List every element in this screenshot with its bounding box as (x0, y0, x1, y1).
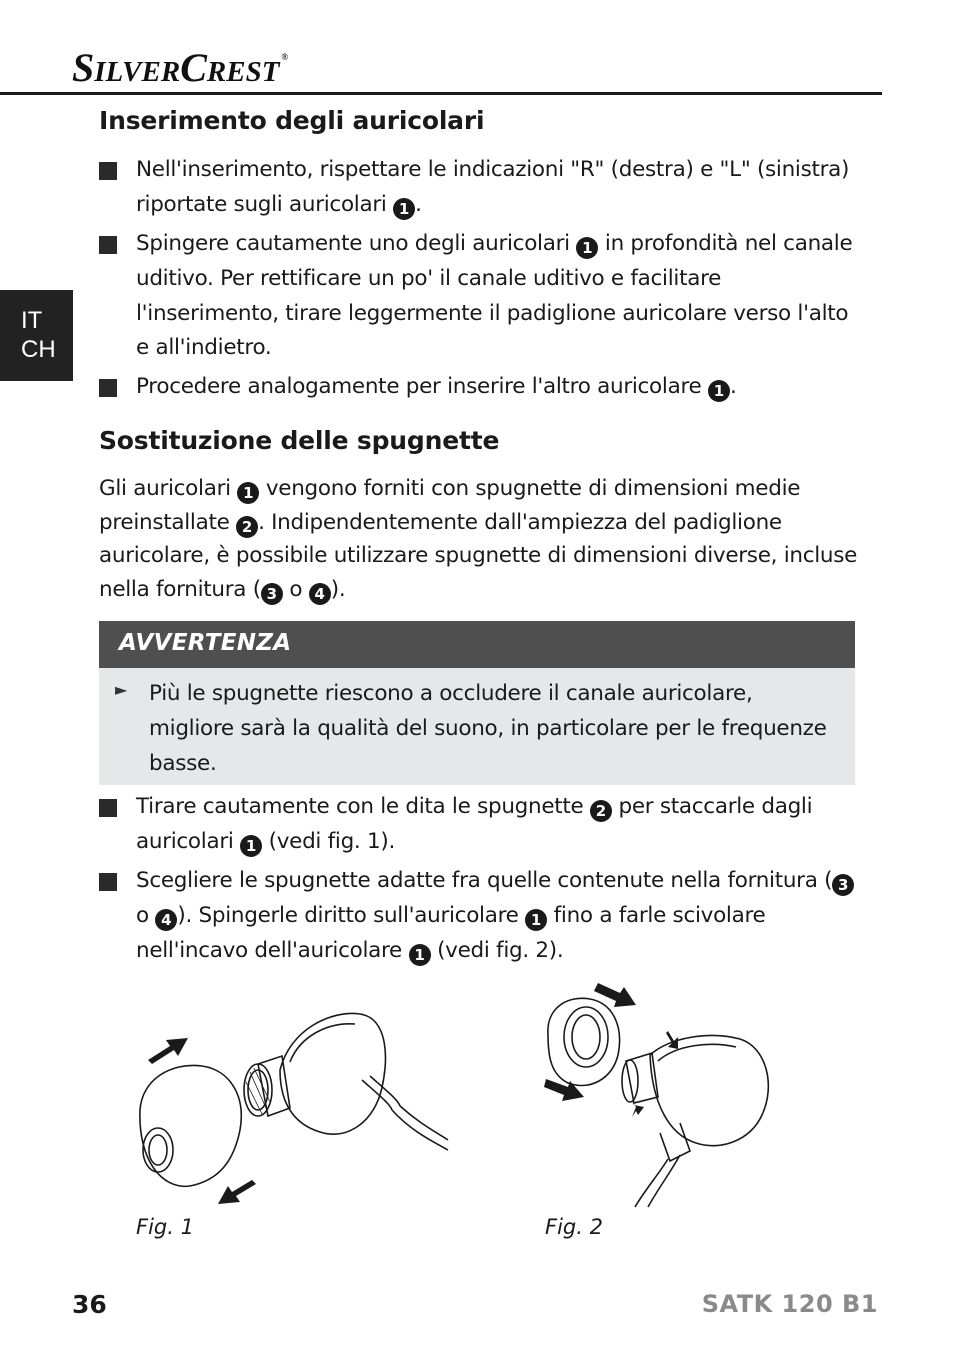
bullet-item: Scegliere le spugnette adatte fra quelle contenute nella fornitura ( 3 o 4 ). Spingerle diritto sull'auricolare 1 fino a farle scivolare nell'incavo dell'auricolare 1 (vedi fig. 2). (99, 864, 859, 968)
ref-number-1: 1 (409, 944, 431, 966)
warning-text: Più le spugnette riescono a occludere il canale auricolare, migliore sarà la qualità del suono, in particolare per le frequenze basse. (149, 681, 827, 776)
warning-header (99, 621, 855, 668)
figure-2-illustration (540, 975, 780, 1210)
language-code-ch: CH (21, 336, 56, 363)
ref-number-3: 3 (832, 874, 854, 896)
ref-number-1: 1 (237, 482, 259, 504)
page-number: 36 (72, 1290, 107, 1319)
ref-number-2: 2 (590, 800, 612, 822)
bullet-square-icon (99, 236, 117, 254)
arrow-icon (544, 1079, 584, 1101)
bullet-item: Procedere analogamente per inserire l'altro auricolare 1 . (99, 370, 859, 405)
ref-number-2: 2 (236, 516, 258, 538)
bullet-item: Spingere cautamente uno degli auricolari 1 in profondità nel canale uditivo. Per rettificare un po' il canale uditivo e facilitare l'inserimento, tirare leggermente il padiglione auricolare verso l'alto e all'indietro. (99, 227, 859, 366)
ref-number-1: 1 (708, 380, 730, 402)
warning-body (99, 668, 855, 785)
intro-paragraph: Gli auricolari 1 vengono forniti con spugnette di dimensioni medie preinstallate 2 . Indipendentemente dall'ampiezza del padiglione auricolare, è possibile utilizzare spugnette di dimensioni diverse, incluse nella fornitura ( 3 o 4 ). (99, 476, 858, 603)
ref-number-4: 4 (155, 909, 177, 931)
section-title-insertion: Inserimento degli auricolari (99, 106, 485, 135)
language-code-it: IT (21, 307, 43, 334)
ref-number-4: 4 (309, 583, 331, 605)
bullet-square-icon (99, 162, 117, 180)
figure-1-illustration (130, 1000, 450, 1210)
ref-number-1: 1 (525, 909, 547, 931)
bullet-square-icon (99, 379, 117, 397)
figure-2-caption: Fig. 2 (545, 1215, 603, 1239)
ref-number-3: 3 (261, 583, 283, 605)
ref-number-1: 1 (240, 835, 262, 857)
ref-number-1: 1 (393, 198, 415, 220)
bullet-item: Nell'inserimento, rispettare le indicazioni "R" (destra) e "L" (sinistra) riportate sugli auricolari 1 . (99, 153, 859, 223)
figure-1-caption: Fig. 1 (136, 1215, 194, 1239)
arrow-right-icon: ► (115, 680, 128, 699)
model-number: SATK 120 B1 (701, 1290, 878, 1318)
arrow-icon (148, 1038, 188, 1064)
arrow-icon (594, 983, 636, 1007)
header-rule (0, 92, 882, 95)
ref-number-1: 1 (576, 237, 598, 259)
arrow-icon (666, 1031, 678, 1049)
language-tab (0, 290, 73, 381)
bullet-square-icon (99, 873, 117, 891)
warning-title: AVVERTENZA (119, 630, 292, 656)
bullet-item: Tirare cautamente con le dita le spugnette 2 per staccarle dagli auricolari 1 (vedi fig. 1). (99, 790, 859, 860)
bullet-square-icon (99, 799, 117, 817)
arrow-icon (218, 1180, 256, 1204)
brand-logo: SILVERCREST ® (72, 45, 289, 90)
section-title-foam-replacement: Sostituzione delle spugnette (99, 426, 500, 455)
